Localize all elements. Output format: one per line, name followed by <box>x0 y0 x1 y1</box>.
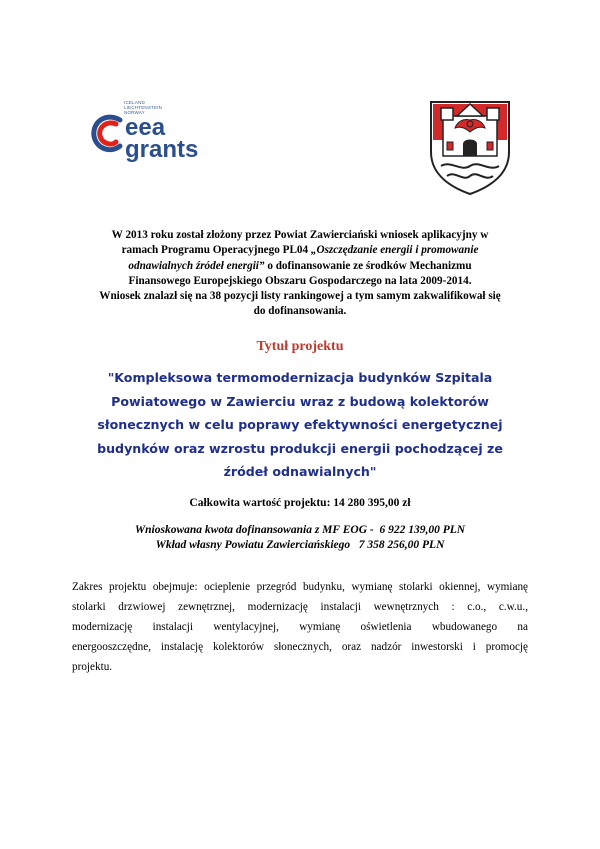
eea-country-3: NORWAY <box>124 110 145 115</box>
coat-of-arms-icon <box>427 96 513 196</box>
own-contribution: Wkład własny Powiatu Zawierciańskiego 7 358 256,00 PLN <box>155 539 445 551</box>
intro-line: Finansowego Europejskiego Obszaru Gospodarczego na lata 2009-2014. <box>128 274 472 287</box>
eea-grants-logo <box>90 98 210 168</box>
project-title <box>70 366 530 484</box>
eea-swoosh-icon <box>90 114 126 154</box>
eea-word: eea <box>125 114 166 141</box>
scope-line: stolarki drzwiowej zewnętrznej, modernizację instalacji wewnętrznych : c.o., c.w.u., <box>72 601 528 613</box>
eea-country-2: LIECHTENSTEIN <box>124 105 163 110</box>
funding-details <box>0 523 600 553</box>
project-title-line: słonecznych w celu poprawy efektywności energetycznej <box>97 417 503 432</box>
intro-line: do dofinansowania. <box>253 305 347 318</box>
scope-line: energooszczędne, instalację kolektorów słonecznych, oraz nadzór inwestorski i promocję <box>72 641 528 653</box>
scope-line: modernizację instalacji wentylacyjnej, wymianę oświetlenia wbudowanego na <box>72 621 528 633</box>
intro-line: Wniosek znalazł się na 38 pozycji listy rankingowej a tym samym zakwalifikował się <box>99 290 501 303</box>
intro-line <box>78 259 522 274</box>
project-scope-paragraph <box>72 577 528 677</box>
intro-line: W 2013 roku został złożony przez Powiat Zawierciański wniosek aplikacyjny w <box>111 229 489 241</box>
scope-line: Zakres projektu obejmuje: ocieplenie przegród budynku, wymianę stolarki okiennej, wymianę <box>72 581 528 593</box>
eea-country-names <box>124 100 162 115</box>
intro-text: ramach Programu Operacyjnego PL04 <box>121 244 311 257</box>
total-project-value: Całkowita wartość projektu: 14 280 395,00 zł <box>189 497 411 509</box>
eea-country-1: ICELAND <box>124 100 145 105</box>
grants-word: grants <box>125 136 199 163</box>
intro-paragraph <box>78 228 522 320</box>
project-title-line: źródeł odnawialnych" <box>223 464 377 479</box>
project-title-line: "Kompleksowa termomodernizacja budynków Szpitala <box>107 370 493 385</box>
program-name: odnawialnych źródeł energii” <box>128 259 265 272</box>
intro-text: o dofinansowanie ze środków Mechanizmu <box>264 259 472 272</box>
project-title-label: Tytuł projektu <box>256 339 344 354</box>
program-name: „Oszczędzanie energii i promowanie <box>310 244 479 257</box>
project-title-line: Powiatowego w Zawierciu wraz z budową kolektorów <box>111 393 489 409</box>
requested-funding: Wnioskowana kwota dofinansowania z MF EOG - 6 922 139,00 PLN <box>134 524 466 536</box>
project-title-line: budynków oraz wzrostu produkcji energii pochodzącej ze <box>97 440 503 456</box>
intro-line <box>78 243 522 258</box>
scope-line: projektu. <box>72 661 113 673</box>
